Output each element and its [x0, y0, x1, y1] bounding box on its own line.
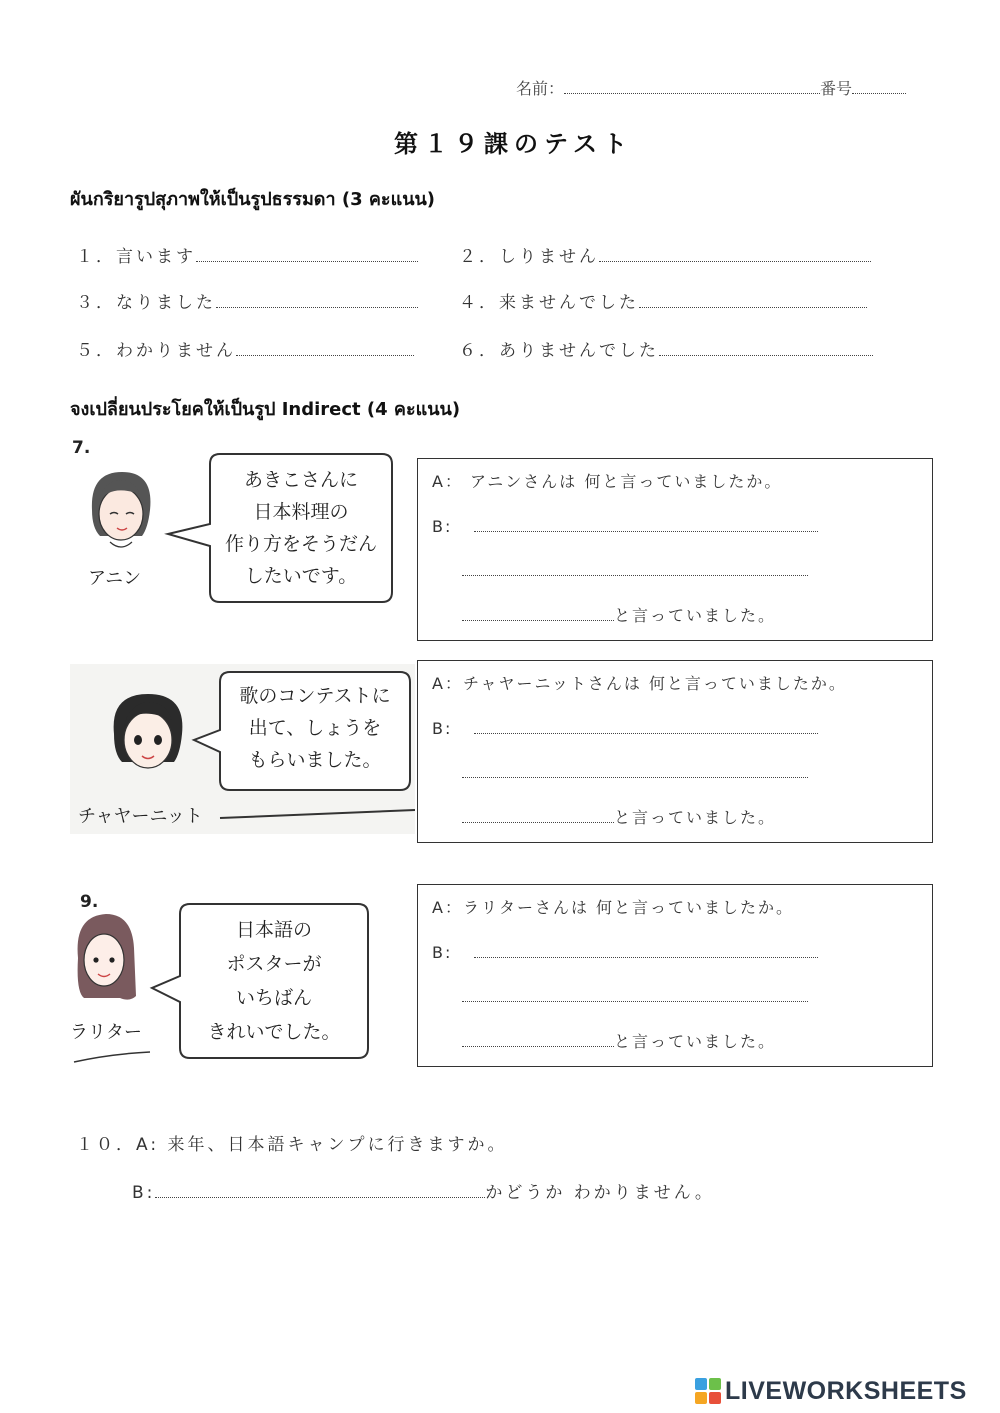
question-9-number: 9.: [80, 892, 99, 912]
question-7-line-2: [432, 561, 808, 580]
section1-heading: ผันกริยารูปสุภาพให้เป็นรูปธรรมดา (3 คะแนน): [70, 189, 436, 210]
svg-text:作り方をそうだん: 作り方をそうだん: [224, 533, 378, 555]
question-10-b-line: B: かどうか わかりません。: [132, 1183, 715, 1203]
answer-8-line-3[interactable]: [462, 809, 614, 823]
svg-text:きれいでした。: きれいでした。: [207, 1021, 341, 1043]
name-number-header: [516, 76, 906, 99]
answer-box-7: [417, 458, 933, 641]
logo-icon: [695, 1378, 721, 1404]
answer-field-4[interactable]: [639, 294, 867, 308]
question-9-a-line: A：ラリターさんは 何と言っていましたか。: [432, 898, 795, 917]
svg-text:あきこさんに: あきこさんに: [243, 469, 359, 491]
answer-9-line-1[interactable]: [474, 944, 818, 958]
svg-text:したいです。: したいです。: [244, 565, 358, 587]
person-name-7: アニン: [88, 568, 142, 589]
question-8-illustration: [70, 664, 415, 834]
question-7-a-line: A： アニンさんは 何と言っていましたか。: [432, 472, 783, 491]
svg-text:ポスターが: ポスターが: [226, 953, 322, 975]
answer-8-line-2[interactable]: [462, 764, 808, 778]
question-7-number: 7.: [72, 438, 91, 458]
answer-box-9: [417, 884, 933, 1067]
question-8-a-line: A：チャヤーニットさんは 何と言っていましたか。: [432, 674, 847, 693]
conjugation-item-4: ４．来ませんでした: [459, 288, 867, 313]
question-8-b-line: B:: [432, 719, 818, 738]
answer-box-8: [417, 660, 933, 843]
conjugation-item-5: ５．わかりません: [76, 336, 414, 361]
number-label: 番号: [820, 79, 853, 98]
number-field[interactable]: [852, 80, 906, 94]
liveworksheets-logo[interactable]: [695, 1376, 967, 1406]
svg-text:出て、しょうを: 出て、しょうを: [248, 717, 382, 739]
page-title: 第１９課のテスト: [394, 130, 634, 158]
answer-9-line-3[interactable]: [462, 1033, 614, 1047]
answer-field-1[interactable]: [196, 248, 418, 262]
question-9-illustration: [70, 898, 400, 1066]
section2-heading: จงเปลี่ยนประโยคให้เป็นรูป Indirect (4 คะแนน): [70, 399, 461, 420]
answer-field-2[interactable]: [599, 248, 871, 262]
answer-8-line-1[interactable]: [474, 720, 818, 734]
name-field[interactable]: [564, 80, 820, 94]
name-label: 名前：: [516, 79, 565, 98]
answer-10-field[interactable]: [155, 1184, 485, 1198]
question-8-line-2: [432, 763, 808, 782]
svg-text:いちばん: いちばん: [235, 987, 313, 1009]
woman-face-icon: [92, 472, 151, 547]
person-name-8: チャヤーニット: [78, 806, 203, 827]
person-name-9: ラリター: [70, 1022, 142, 1043]
svg-text:もらいました。: もらいました。: [248, 749, 382, 771]
question-7-b-line: B:: [432, 517, 818, 536]
question-9-b-line: B:: [432, 943, 818, 962]
svg-text:歌のコンテストに: 歌のコンテストに: [239, 685, 391, 707]
question-9-end-line: と言っていました。: [432, 1029, 776, 1052]
answer-7-line-1[interactable]: [474, 518, 818, 532]
woman-face-icon: [114, 694, 183, 768]
answer-9-line-2[interactable]: [462, 988, 808, 1002]
conjugation-item-6: ６．ありませんでした: [459, 336, 873, 361]
question-10-number: １０．: [76, 1135, 136, 1155]
conjugation-item-1: １．言います: [76, 242, 418, 267]
conjugation-item-2: ２．しりません: [459, 242, 871, 267]
answer-field-5[interactable]: [236, 342, 414, 356]
svg-text:日本料理の: 日本料理の: [253, 501, 349, 523]
svg-text:日本語の: 日本語の: [235, 919, 313, 941]
question-9-line-2: [432, 987, 808, 1006]
question-10-a-line: １０．A: 来年、日本語キャンプに行きますか。: [76, 1135, 508, 1155]
answer-7-line-3[interactable]: [462, 607, 614, 621]
question-7-illustration: [70, 450, 400, 610]
question-8-end-line: と言っていました。: [432, 805, 776, 828]
answer-7-line-2[interactable]: [462, 562, 808, 576]
woman-face-icon: [78, 914, 136, 1000]
logo-text: LIVEWORKSHEETS: [725, 1376, 967, 1405]
question-7-end-line: と言っていました。: [432, 603, 776, 626]
answer-field-3[interactable]: [216, 294, 418, 308]
conjugation-item-3: ３．なりました: [76, 288, 418, 313]
answer-field-6[interactable]: [659, 342, 873, 356]
